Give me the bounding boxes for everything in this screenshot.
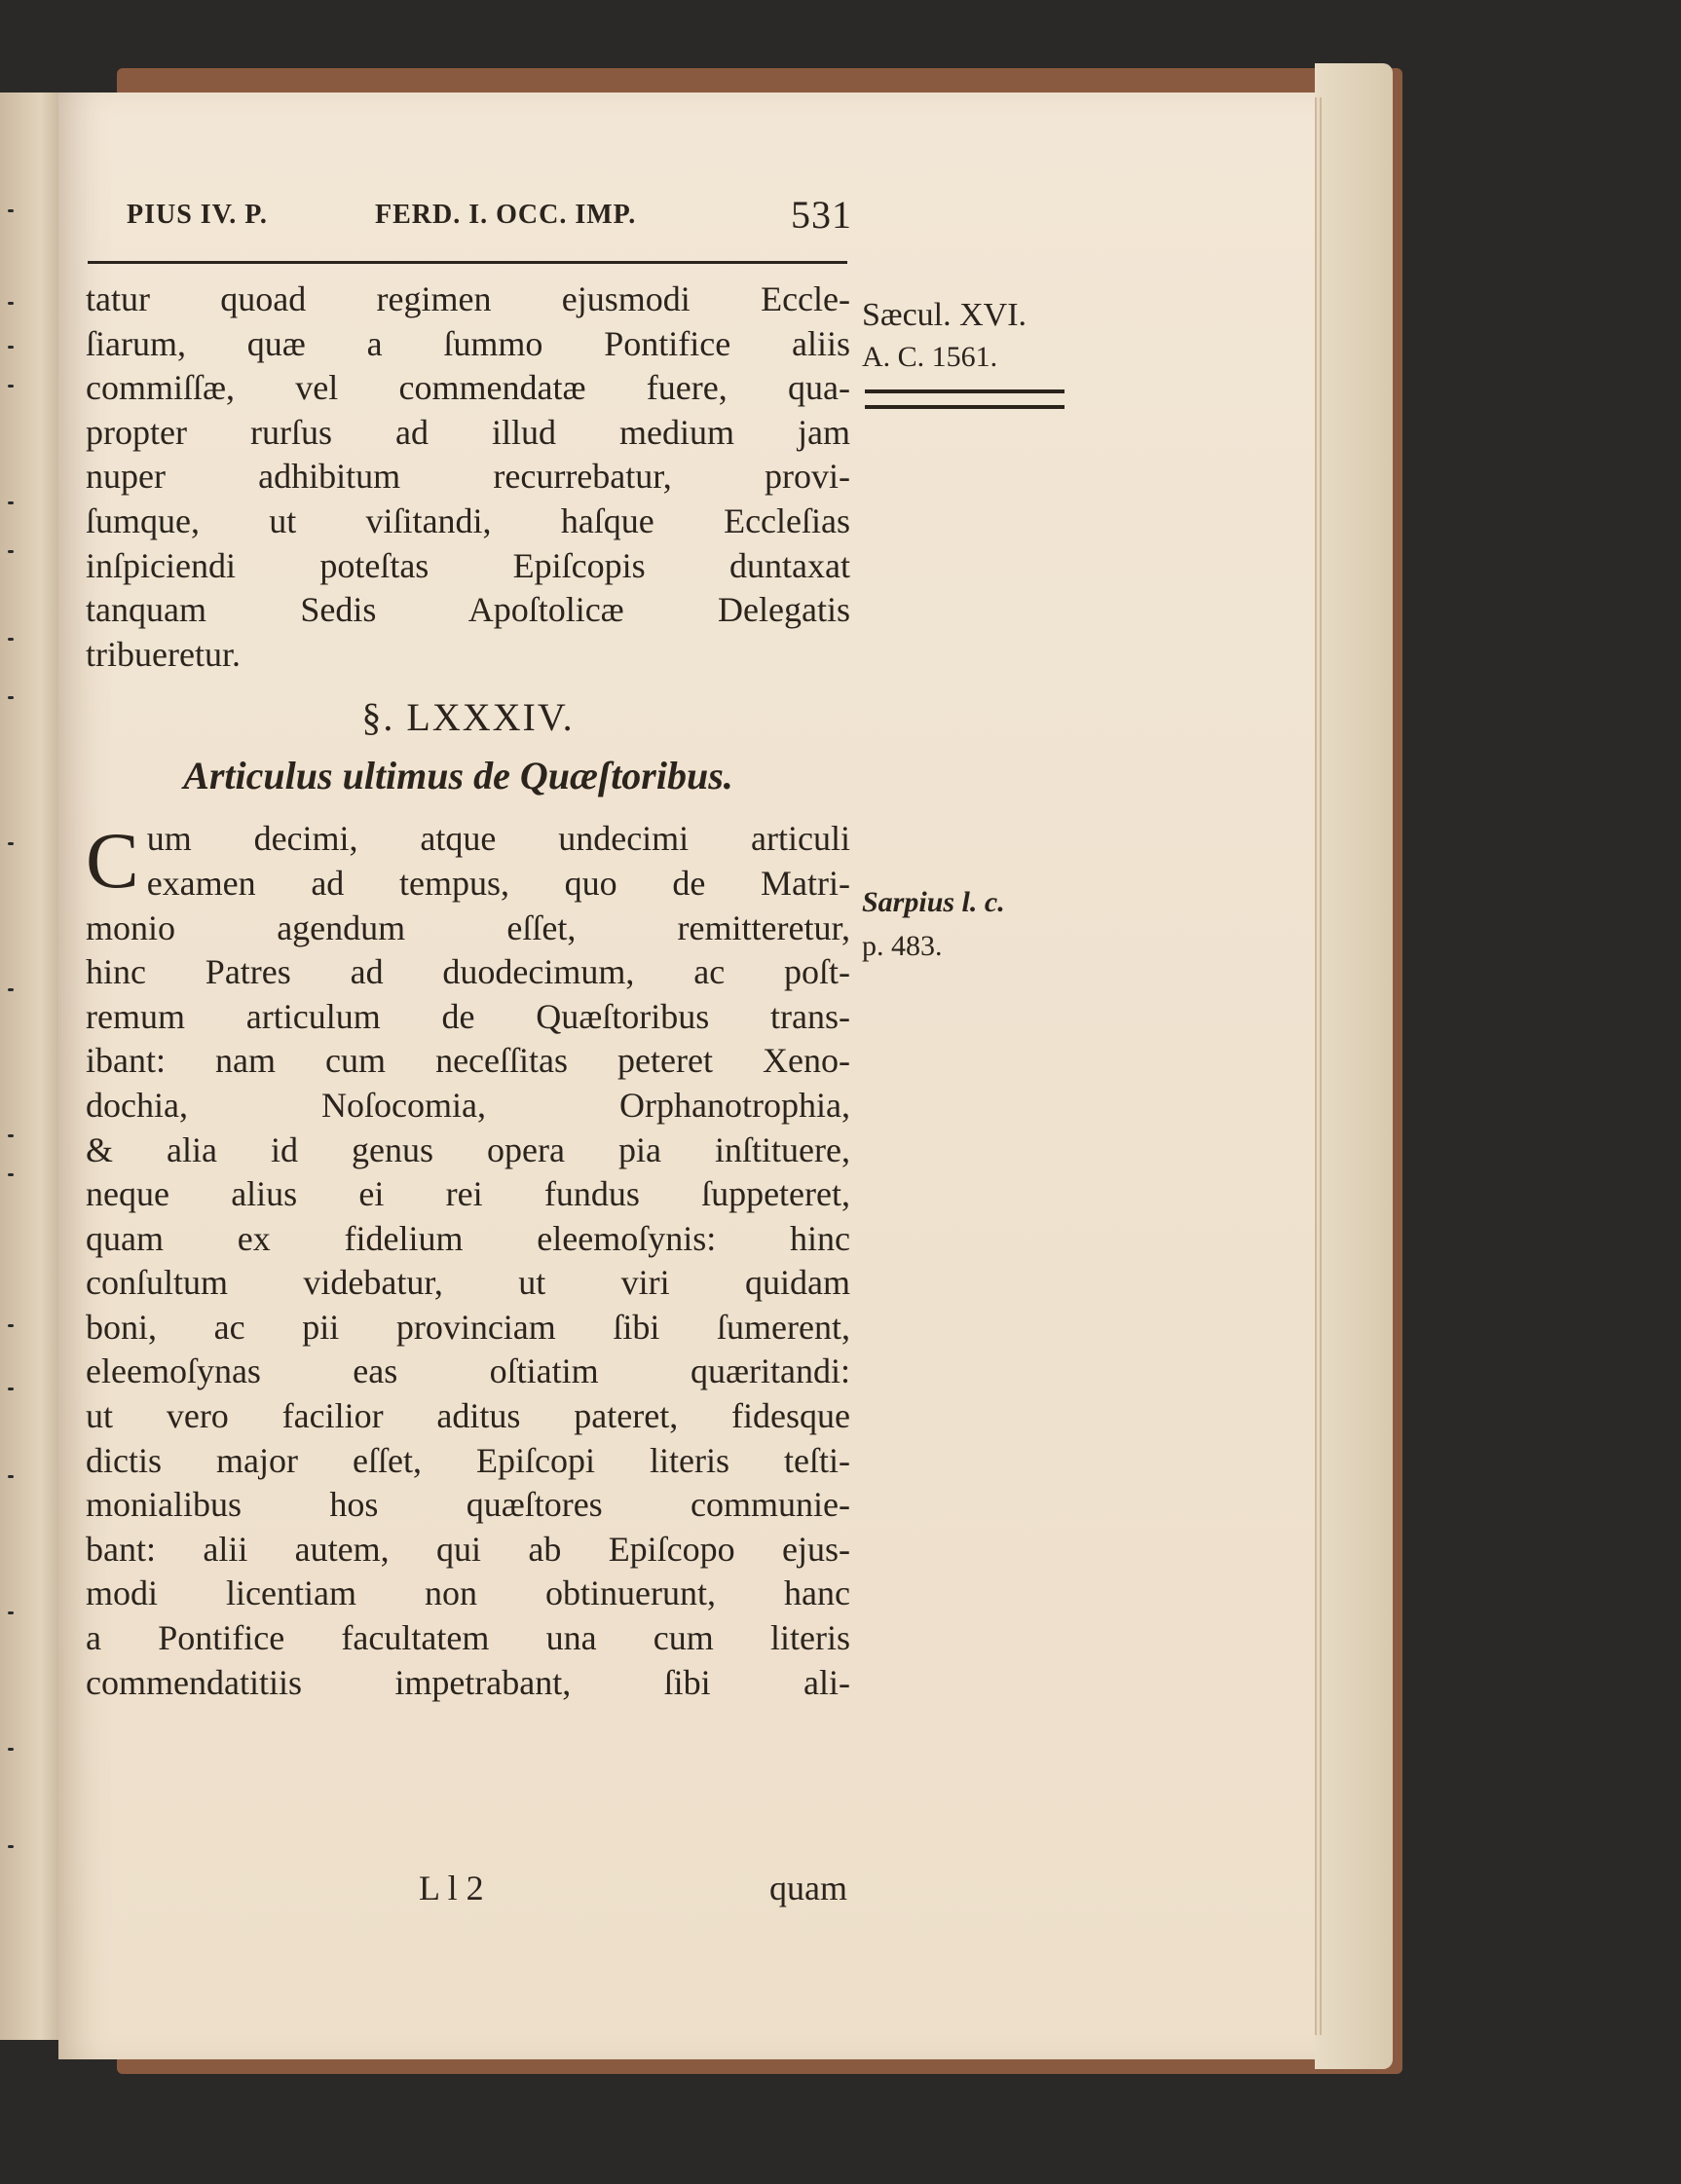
margin-note-anno: A. C. 1561. bbox=[862, 341, 998, 373]
text-line: & alia id genus opera pia inſtituere, bbox=[86, 1129, 850, 1169]
page-number: 531 bbox=[791, 193, 852, 237]
text-line: ut vero facilior aditus pateret, fidesque bbox=[86, 1396, 850, 1436]
text-line: tanquam Sedis Apoſtolicæ Delegatis bbox=[86, 590, 850, 630]
text-line: neque alius ei rei fundus ſuppeteret, bbox=[86, 1174, 850, 1214]
text-line: monialibus hos quæſtores communie- bbox=[86, 1485, 850, 1525]
text-line: ſumque, ut viſitandi, haſque Eccleſias bbox=[86, 500, 850, 540]
catchword: quam bbox=[769, 1869, 847, 1907]
text-line: inſpiciendi poteſtas Epiſcopis duntaxat bbox=[86, 545, 850, 585]
running-head-middle: FERD. I. OCC. IMP. bbox=[375, 200, 637, 230]
margin-note-source-page: p. 483. bbox=[862, 930, 943, 962]
running-head bbox=[127, 193, 852, 258]
section-title: Articulus ultimus de Quæſtoribus. bbox=[183, 754, 733, 798]
text-line: dochia, Noſocomia, Orphanotrophia, bbox=[86, 1085, 850, 1125]
text-line: conſultum videbatur, ut viri quidam bbox=[86, 1263, 850, 1303]
header-rule bbox=[88, 261, 847, 264]
running-head-left: PIUS IV. P. bbox=[127, 200, 268, 230]
margin-note-source: Sarpius l. c. bbox=[862, 886, 1005, 918]
text-line: propter rurſus ad illud medium jam bbox=[86, 412, 850, 452]
text-line: boni, ac pii provinciam ſibi ſumerent, bbox=[86, 1307, 850, 1347]
text-line: ſiarum, quæ a ſummo Pontifice aliis bbox=[86, 323, 850, 363]
text-line: remum articulum de Quæſtoribus trans- bbox=[86, 996, 850, 1036]
text-line: um decimi, atque undecimi articuli bbox=[146, 819, 850, 859]
text-line: monio agendum eſſet, remitteretur, bbox=[86, 907, 850, 947]
paragraph-2 bbox=[86, 817, 850, 1705]
text-line: ibant: nam cum neceſſitas peteret Xeno- bbox=[86, 1041, 850, 1081]
paragraph-1 bbox=[86, 278, 850, 677]
body-text bbox=[86, 278, 850, 1705]
text-line: commiſſæ, vel commendatæ fuere, qua- bbox=[86, 368, 850, 408]
text-line: dictis major eſſet, Epiſcopi literis teſti- bbox=[86, 1440, 850, 1480]
text-line: tatur quoad regimen ejusmodi Eccle- bbox=[86, 279, 850, 318]
text-line: quam ex fidelium eleemoſynis: hinc bbox=[86, 1218, 850, 1258]
margin-note-saeculum: Sæcul. XVI. bbox=[862, 297, 1027, 333]
margin-double-rule bbox=[865, 389, 1065, 409]
text-line: tribueretur. bbox=[86, 634, 241, 674]
text-line: hinc Patres ad duodecimum, ac poſt- bbox=[86, 952, 850, 992]
text-line: eleemoſynas eas oſtiatim quæritandi: bbox=[86, 1351, 850, 1391]
text-line: modi licentiam non obtinuerunt, hanc bbox=[86, 1573, 850, 1613]
signature-mark: L l 2 bbox=[419, 1869, 484, 1907]
text-line: a Pontifice facultatem una cum literis bbox=[86, 1618, 850, 1658]
cover-flap bbox=[1315, 63, 1393, 2069]
text-line: examen ad tempus, quo de Matri- bbox=[146, 863, 850, 903]
drop-cap: C bbox=[86, 816, 139, 906]
text-line: bant: alii autem, qui ab Epiſcopo ejus- bbox=[86, 1529, 850, 1569]
section-heading: §. LXXXIV. bbox=[361, 695, 575, 740]
page-footer bbox=[127, 1868, 847, 1916]
text-line: commendatitiis impetrabant, ſibi ali- bbox=[86, 1662, 850, 1702]
text-line: nuper adhibitum recurrebatur, provi- bbox=[86, 457, 850, 497]
